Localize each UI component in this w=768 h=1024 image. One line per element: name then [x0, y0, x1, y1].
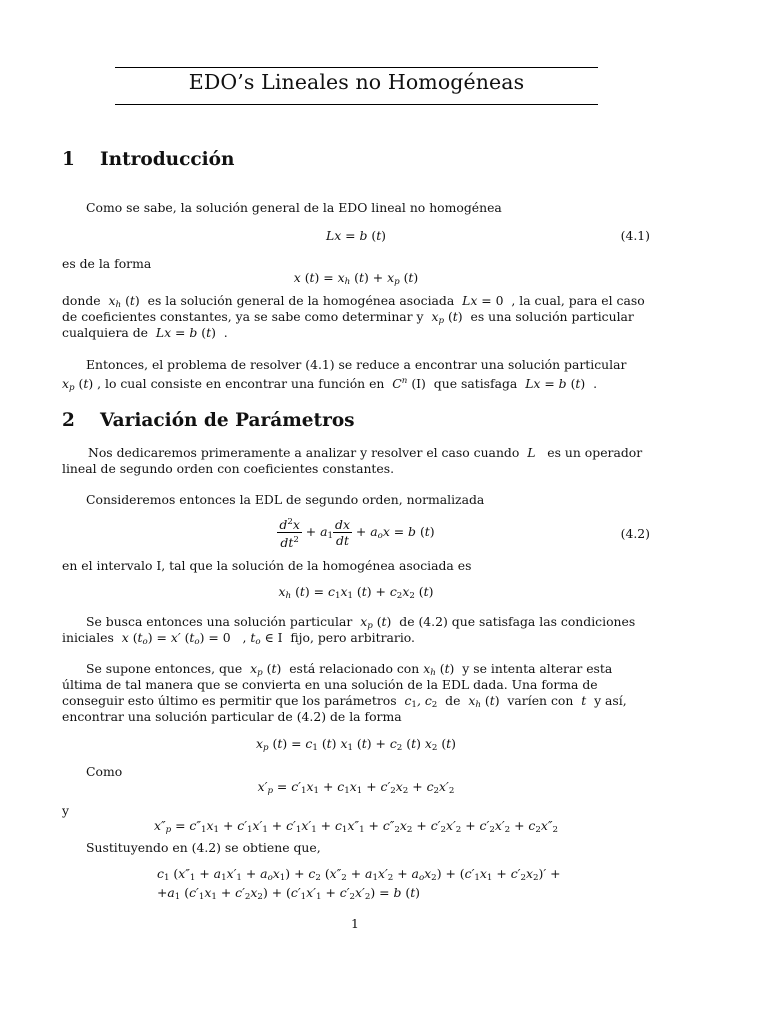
- variation-paragraph-5-line-2: última de tal manera que se convierta en una solución de la EDL dada. Una forma de: [62, 677, 598, 692]
- equation-label-4-1: (4.1): [620, 228, 650, 243]
- section-1-heading: [62, 149, 234, 170]
- title-top-rule: [115, 67, 598, 68]
- intro-paragraph-2-line-1: Entonces, el problema de resolver (4.1) se reduce a encontrar una solución particular: [86, 357, 627, 372]
- section-title: Variación de Parámetros: [100, 410, 355, 431]
- text: y así,: [594, 693, 627, 708]
- text: es un operador: [547, 445, 643, 460]
- particular-solution-form: $x_p$ $(t) = c_1$ (t) $x_1$ $(t) + c_2$ (t) $x_2$ (t): [255, 736, 456, 753]
- first-derivative-equation: $x'_p = c'_1x_1 + c_1x_1 + c'_2x_2 + c_2x'_2$: [257, 779, 455, 796]
- variation-paragraph-5-line-1: Se supone entonces, que $x_p$ (t) está relacionado con $x_h$ (t) y se intenta alterar esta: [86, 661, 613, 678]
- coef-line: de coeficientes constantes, ya se sabe como determinar y $x_p$ (t) es una solución particular: [62, 309, 634, 326]
- section-number: 2: [62, 410, 75, 431]
- text: que satisfaga: [433, 376, 518, 391]
- section-title: Introducción: [100, 149, 235, 170]
- sustituyendo-text: Sustituyendo en (4.2) se obtiene que,: [86, 840, 321, 855]
- variation-paragraph-4-line-1: Se busca entonces una solución particular $x_p$ (t) de (4.2) que satisfaga las condiciones: [86, 614, 636, 631]
- equation-4-2: $\frac{d^2x}{dt^2}$ + $a_1$ $\frac{dx}{dt}$ + $a_ox = b$ (t): [279, 517, 435, 550]
- text: de coeficientes constantes, ya se sabe como determinar y: [62, 309, 424, 324]
- intro-paragraph-1: Como se sabe, la solución general de la EDO lineal no homogénea: [86, 200, 502, 215]
- text: donde: [62, 293, 101, 308]
- variation-paragraph-3: en el intervalo I, tal que la solución de la homogénea asociada es: [62, 558, 472, 573]
- y-label: y: [62, 803, 69, 818]
- text: es la solución general de la homogénea asociada: [147, 293, 455, 308]
- document-title: EDO’s Lineales no Homogéneas: [188, 70, 525, 94]
- text: , la cual, para el caso: [511, 293, 645, 308]
- general-solution-equation: x $(t) = x_h$ $(t) + x_p$ (t): [293, 270, 419, 287]
- equation-4-1: Lx = b (t): [325, 228, 387, 243]
- donde-line: donde $x_h$ (t) es la solución general de la homogénea asociada Lx = 0 , la cual, para el caso: [62, 293, 645, 310]
- text: Se supone entonces, que: [86, 661, 243, 676]
- intro-paragraph-2-line-2: $x_p$ (t) , lo cual consiste en encontrar una función en $C^n$ (I) que satisfaga Lx = b (t) .: [62, 376, 598, 393]
- substitution-equation-line-1: $c_1$ $(x''_1 + a_1x'_1 + a_ox_1) + c_2$ $(x''_2 + a_1x'_2 + a_ox_2) + (c'_1x_1 + c'_2x_2)'$ +: [157, 866, 561, 883]
- substitution-equation-line-2: $+a_1$ $(c'_1x_1 + c'_2x_2) + (c'_1x'_1 + c'_2x'_2) = b$ (t): [157, 885, 421, 902]
- homogeneous-solution-equation: $x_h$ $(t) = c_1x_1$ $(t) + c_2x_2$ (t): [278, 584, 434, 601]
- variation-paragraph-4-line-2: iniciales x $(t_o) = x'$ $(t_o) = 0$ , $t_o$ ∈ I fijo, pero arbitrario.: [62, 630, 415, 647]
- text: fijo, pero arbitrario.: [290, 630, 415, 645]
- variation-paragraph-2: Consideremos entonces la EDL de segundo orden, normalizada: [86, 492, 485, 507]
- text: varíen con: [507, 693, 574, 708]
- variation-paragraph-1-line-2: lineal de segundo orden con coeficientes constantes.: [62, 461, 395, 476]
- text: de: [445, 693, 461, 708]
- variation-paragraph-5-line-4: encontrar una solución particular de (4.2) de la forma: [62, 709, 402, 724]
- form-text: es de la forma: [62, 256, 152, 271]
- text: Nos dedicaremos primeramente a analizar y resolver el caso cuando: [88, 445, 520, 460]
- variation-paragraph-1-line-1: Nos dedicaremos primeramente a analizar y resolver el caso cuando L es un operador: [88, 445, 643, 460]
- como-label: Como: [86, 764, 123, 779]
- text: , lo cual consiste en encontrar una función en: [97, 376, 385, 391]
- section-2-heading: [62, 410, 355, 431]
- page-number: 1: [351, 916, 359, 931]
- text: cualquiera de: [62, 325, 148, 340]
- text: Se busca entonces una solución particular: [86, 614, 353, 629]
- section-number: 1: [62, 149, 75, 170]
- second-derivative-equation: $x''_p = c''_1x_1 + c'_1x'_1 + c'_1x'_1 + c_1x''_1 + c''_2x_2 + c'_2x'_2 + c'_2x'_2 + c_2x''_2$: [153, 818, 559, 835]
- title-bottom-rule: [115, 104, 598, 105]
- variation-paragraph-5-line-3: conseguir esto último es permitir que los parámetros $c_1$, $c_2$ de $x_h$ (t) varíen con t y así,: [62, 693, 627, 710]
- text: es una solución particular: [470, 309, 634, 324]
- text: conseguir esto último es permitir que los parámetros: [62, 693, 397, 708]
- equation-label-4-2: (4.2): [620, 526, 650, 541]
- text: y se intenta alterar esta: [462, 661, 613, 676]
- text: está relacionado con: [289, 661, 420, 676]
- cualquiera-line: cualquiera de Lx = b (t) .: [62, 325, 228, 340]
- text: iniciales: [62, 630, 114, 645]
- text: de (4.2) que satisfaga las condiciones: [399, 614, 636, 629]
